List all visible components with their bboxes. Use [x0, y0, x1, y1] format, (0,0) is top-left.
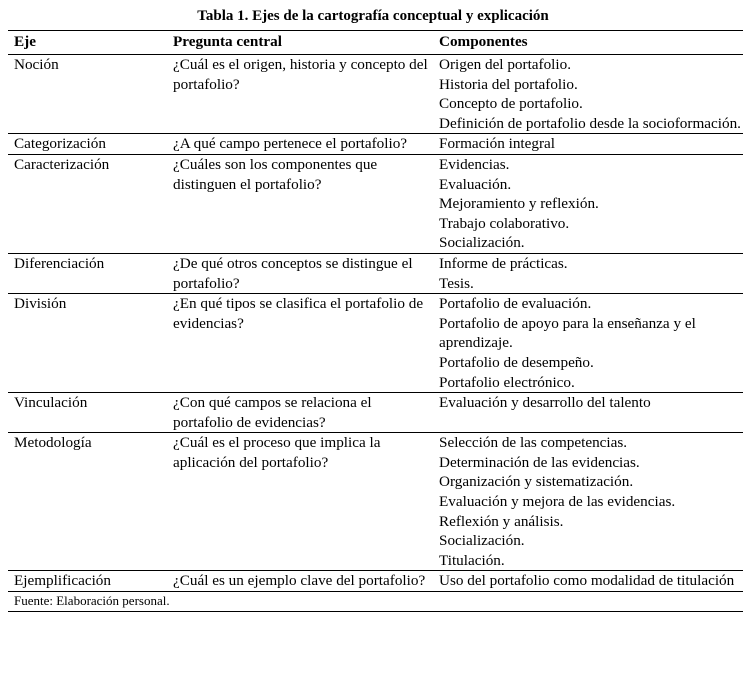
component-item: Mejoramiento y reflexión. — [439, 195, 599, 213]
component-item: Evaluación. — [439, 175, 512, 193]
cell-eje: Diferenciación — [14, 254, 105, 272]
component-item: Informe de prácticas. — [439, 254, 568, 272]
table-row — [8, 55, 743, 134]
component-item: Determinación de las evidencias. — [439, 453, 640, 471]
table-row — [8, 134, 743, 155]
cell-pregunta: ¿Cuál es el proceso que implica la aplicación del portafolio? — [173, 434, 381, 471]
component-item: Portafolio electrónico. — [439, 373, 575, 391]
cell-componentes — [433, 294, 743, 393]
component-item: Titulación. — [439, 551, 505, 569]
component-item: Evaluación y desarrollo del talento — [439, 394, 651, 412]
component-item: Socialización. — [439, 234, 525, 252]
footer-row — [8, 592, 743, 612]
cell-componentes — [433, 55, 743, 134]
component-item: Portafolio de desempeño. — [439, 353, 594, 371]
cell-eje: Categorización — [14, 135, 106, 153]
cell-pregunta: ¿Cuáles son los componentes que distinguen el portafolio? — [173, 155, 378, 193]
component-item: Origen del portafolio. — [439, 56, 572, 73]
cell-componentes — [433, 393, 743, 433]
component-item: Concepto de portafolio. — [439, 95, 583, 113]
header-pregunta: Pregunta central — [173, 33, 282, 50]
cell-componentes — [433, 571, 743, 592]
component-item: Trabajo colaborativo. — [439, 214, 570, 232]
cell-pregunta: ¿Cuál es un ejemplo clave del portafolio? — [173, 572, 426, 590]
cell-componentes — [433, 134, 743, 155]
component-item: Evaluación y mejora de las evidencias. — [439, 493, 676, 511]
component-item: Organización y sistematización. — [439, 473, 634, 491]
table-row — [8, 433, 743, 571]
component-item: Historia del portafolio. — [439, 75, 578, 93]
component-item: Portafolio de apoyo para la enseñanza y el aprendizaje. — [439, 314, 696, 352]
component-item: Portafolio de evaluación. — [439, 295, 592, 313]
component-item: Reflexión y análisis. — [439, 512, 564, 530]
component-item: Selección de las competencias. — [439, 434, 628, 452]
cell-pregunta: ¿De qué otros conceptos se distingue el portafolio? — [173, 254, 413, 292]
cell-componentes — [433, 433, 743, 571]
component-item: Formación integral — [439, 135, 555, 153]
cell-eje: Caracterización — [14, 155, 110, 173]
cell-componentes — [433, 154, 743, 253]
cell-componentes — [433, 253, 743, 293]
cell-eje: Vinculación — [14, 394, 88, 412]
component-item: Evidencias. — [439, 155, 510, 173]
cell-pregunta: ¿En qué tipos se clasifica el portafolio de evidencias? — [173, 295, 424, 332]
component-item: Uso del portafolio como modalidad de titulación — [439, 572, 735, 590]
table-row — [8, 253, 743, 293]
cell-eje: Metodología — [14, 434, 92, 452]
header-eje: Eje — [14, 33, 36, 50]
table-row — [8, 393, 743, 433]
header-row — [8, 31, 743, 55]
table-row — [8, 294, 743, 393]
table-body — [8, 55, 743, 592]
cell-eje: División — [14, 295, 67, 313]
cell-eje: Ejemplificación — [14, 572, 111, 590]
table-row — [8, 154, 743, 253]
component-item: Socialización. — [439, 532, 525, 550]
cell-pregunta: ¿Cuál es el origen, historia y concepto del portafolio? — [173, 56, 428, 93]
axes-table — [8, 30, 743, 612]
table-row — [8, 571, 743, 592]
cell-eje: Noción — [14, 56, 59, 73]
component-item: Tesis. — [439, 274, 474, 292]
source-note: Fuente: Elaboración personal. — [14, 593, 170, 609]
table-caption: Tabla 1. Ejes de la cartografía conceptual y explicación — [197, 8, 549, 24]
header-componentes: Componentes — [439, 33, 528, 50]
cell-pregunta: ¿Con qué campos se relaciona el portafolio de evidencias? — [173, 394, 372, 431]
cell-pregunta: ¿A qué campo pertenece el portafolio? — [173, 135, 408, 153]
component-item: Definición de portafolio desde la socioformación. — [439, 114, 741, 132]
